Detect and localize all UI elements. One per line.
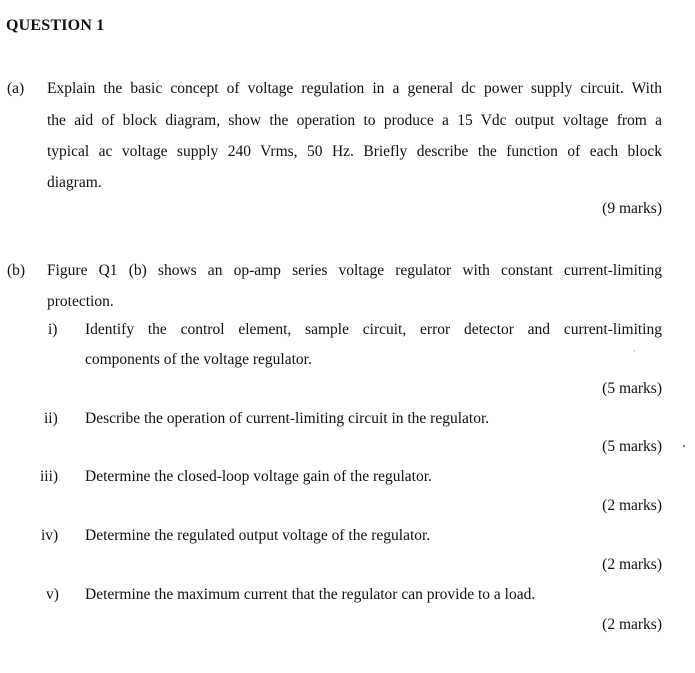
subpart-i-line-2: components of the voltage regulator. (85, 351, 312, 368)
subpart-i-line-1: Identify the control element, sample circuit, error detector and current-limiting (85, 321, 662, 338)
question-title: QUESTION 1 (6, 17, 105, 34)
subpart-ii-label: ii) (44, 410, 58, 427)
subpart-v-label: v) (46, 586, 59, 603)
subpart-iii-label: iii) (40, 468, 59, 485)
subpart-iii-marks: (2 marks) (602, 497, 662, 514)
part-a-line-1: Explain the basic concept of voltage regulation in a general dc power supply circuit. With (47, 80, 662, 97)
part-b-line-1: Figure Q1 (b) shows an op-amp series voltage regulator with constant current-limiting (47, 262, 662, 279)
subpart-i-marks: (5 marks) (602, 380, 662, 397)
subpart-i-label: i) (48, 321, 58, 338)
subpart-ii-line-1: Describe the operation of current-limiting circuit in the regulator. (85, 410, 490, 427)
part-a-line-4: diagram. (47, 174, 102, 191)
scan-speck (683, 445, 685, 447)
subpart-v-line-1: Determine the maximum current that the regulator can provide to a load. (85, 586, 536, 603)
part-b-label: (b) (7, 262, 26, 279)
subpart-ii-marks: (5 marks) (602, 438, 662, 455)
subpart-iv-line-1: Determine the regulated output voltage of the regulator. (85, 527, 431, 544)
part-a-marks: (9 marks) (602, 200, 662, 217)
part-a-line-3: typical ac voltage supply 240 Vrms, 50 Hz. Briefly describe the function of each block (47, 143, 662, 160)
part-a-label: (a) (7, 80, 25, 97)
subpart-v-marks: (2 marks) (602, 616, 662, 633)
subpart-iv-label: iv) (41, 527, 59, 544)
subpart-iii-line-1: Determine the closed-loop voltage gain of the regulator. (85, 468, 432, 485)
scan-speck (634, 350, 635, 351)
part-b-line-2: protection. (47, 293, 114, 310)
part-a-line-2: the aid of block diagram, show the operation to produce a 15 Vdc output voltage from a (47, 112, 662, 129)
subpart-iv-marks: (2 marks) (602, 556, 662, 573)
